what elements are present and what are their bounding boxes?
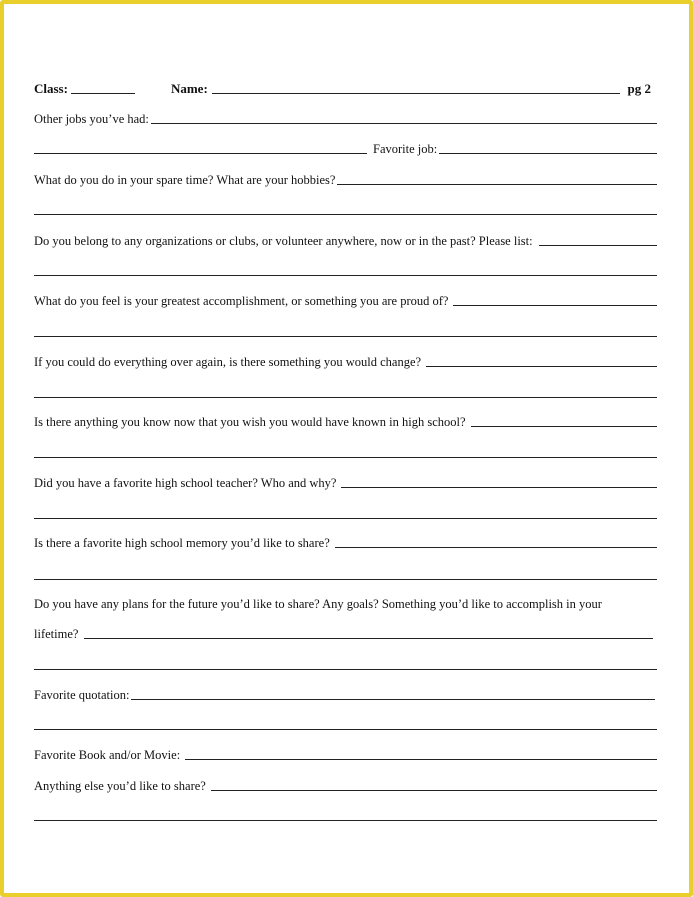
class-label: Class: [34, 81, 68, 96]
memory-label: Is there a favorite high school memory you’d like to share? [34, 536, 330, 550]
change-field[interactable] [426, 366, 657, 367]
plans-field[interactable] [84, 638, 653, 639]
hobbies-field[interactable] [337, 184, 657, 185]
hobbies-answer-line[interactable] [34, 214, 657, 215]
anything-else-answer-line[interactable] [34, 820, 657, 821]
favorite-job-label: Favorite job: [373, 142, 438, 156]
quotation-field[interactable] [131, 699, 655, 700]
teacher-label: Did you have a favorite high school teacher? Who and why? [34, 476, 337, 490]
plans-answer-line[interactable] [34, 669, 657, 670]
accomplishment-row [34, 294, 657, 308]
other-jobs-field-cont[interactable] [34, 153, 367, 154]
hobbies-label: What do you do in your spare time? What are your hobbies? [34, 173, 336, 187]
accomplishment-field[interactable] [453, 305, 657, 306]
hobbies-row [34, 173, 657, 187]
known-row [34, 415, 657, 429]
anything-else-label: Anything else you’d like to share? [34, 779, 206, 793]
organizations-answer-line[interactable] [34, 275, 657, 276]
accomplishment-answer-line[interactable] [34, 336, 657, 337]
teacher-answer-line[interactable] [34, 518, 657, 519]
known-label: Is there anything you know now that you wish you would have known in high school? [34, 415, 466, 429]
favorite-job-field[interactable] [439, 153, 657, 154]
plans-label-line2: lifetime? [34, 627, 79, 641]
known-field[interactable] [471, 426, 657, 427]
organizations-row [34, 234, 657, 248]
plans-label-line1: Do you have any plans for the future you’d like to share? Any goals? Something you’d like to accomplish in your [34, 597, 602, 611]
change-answer-line[interactable] [34, 397, 657, 398]
other-jobs-row [34, 112, 657, 126]
memory-answer-line[interactable] [34, 579, 657, 580]
change-label: If you could do everything over again, is there something you would change? [34, 355, 422, 369]
book-movie-field[interactable] [185, 759, 657, 760]
page-number: pg 2 [627, 81, 651, 96]
memory-row [34, 536, 657, 550]
quotation-row [34, 688, 657, 702]
other-jobs-field[interactable] [151, 123, 657, 124]
name-field[interactable] [212, 93, 620, 94]
book-movie-label: Favorite Book and/or Movie: [34, 748, 181, 762]
teacher-field[interactable] [341, 487, 657, 488]
accomplishment-label: What do you feel is your greatest accomplishment, or something you are proud of? [34, 294, 449, 308]
quotation-answer-line[interactable] [34, 729, 657, 730]
anything-else-field[interactable] [211, 790, 657, 791]
book-movie-row [34, 748, 657, 762]
organizations-field[interactable] [539, 245, 657, 246]
header-row [34, 82, 657, 96]
favorite-job-row [34, 142, 657, 156]
memory-field[interactable] [335, 547, 657, 548]
change-row [34, 355, 657, 369]
plans-row-2 [34, 627, 657, 641]
known-answer-line[interactable] [34, 457, 657, 458]
quotation-label: Favorite quotation: [34, 688, 130, 702]
anything-else-row [34, 779, 657, 793]
teacher-row [34, 476, 657, 490]
plans-row [34, 597, 657, 611]
name-label: Name: [170, 81, 208, 96]
class-field[interactable] [71, 93, 135, 94]
organizations-label: Do you belong to any organizations or clubs, or volunteer anywhere, now or in the past? Please list: [34, 234, 533, 248]
other-jobs-label: Other jobs you’ve had: [34, 112, 149, 126]
